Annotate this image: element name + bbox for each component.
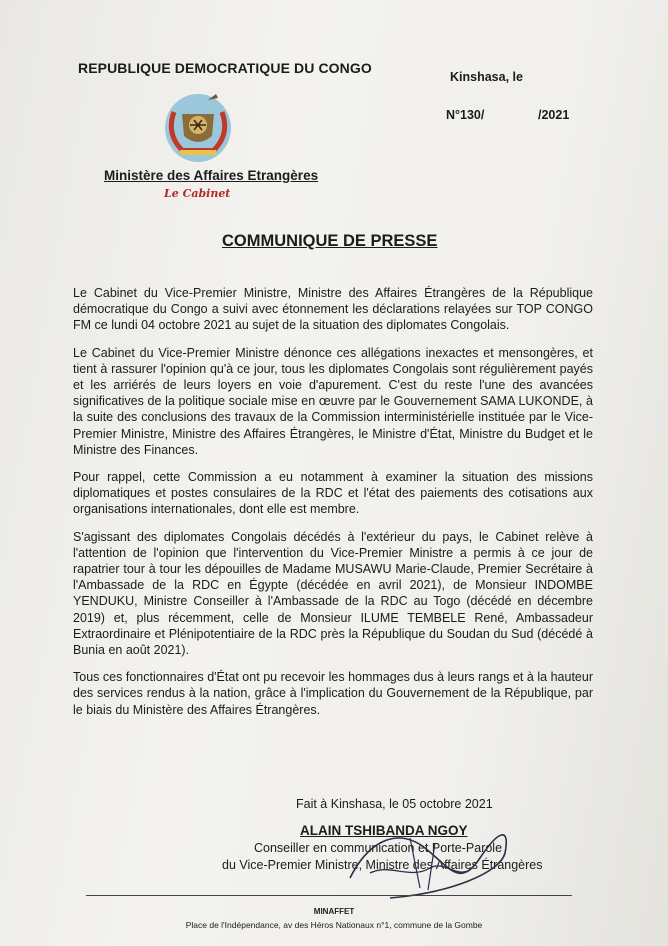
- footer-address: Place de l'Indépendance, av des Héros Nationaux n°1, commune de la Gombe: [185, 920, 483, 930]
- body-text: [73, 285, 593, 729]
- reference-year: /2021: [538, 108, 570, 122]
- document-title: COMMUNIQUE DE PRESSE: [222, 232, 438, 250]
- ministry-name: Ministère des Affaires Etrangères: [104, 168, 319, 183]
- reference-number: [446, 108, 576, 122]
- paragraph: Tous ces fonctionnaires d'État ont pu recevoir les hommages dus à leurs rangs et à la hauteur des services rendus à la nation, grâce à l'implication du Gouvernement de la République, par le biais du Ministère des Affaires Étrangères.: [73, 670, 593, 717]
- footer-organization: MINAFFET: [313, 907, 355, 916]
- drc-coat-of-arms-icon: [160, 90, 236, 166]
- signer-role-continued: du Vice-Premier Ministre, Ministre des Affaires Étrangères: [222, 858, 543, 872]
- country-heading: REPUBLIQUE DEMOCRATIQUE DU CONGO: [78, 60, 372, 76]
- signer-name: ALAIN TSHIBANDA NGOY: [300, 823, 468, 838]
- signing-date: Fait à Kinshasa, le 05 octobre 2021: [296, 797, 493, 811]
- place-date-line: Kinshasa, le: [450, 70, 523, 84]
- paragraph: S'agissant des diplomates Congolais décédés à l'extérieur du pays, le Cabinet relève à l'attention de l'opinion que l'intervention du Vice-Premier Ministre a permis à ce jour de rapatrier tour à tour les dépouilles de Madame MUSAWU Marie-Claude, Premier Secrétaire à l'Ambassade de la RDC en Égypte (décédée en avril 2021), de Monsieur INDOMBE YENDUKU, Ministre Conseiller à l'Ambassade de la RDC au Togo (décédé en décembre 2019) et, plus récemment, celle de Monsieur ILUME TEMBELE René, Ambassadeur Extraordinaire et Plénipotentiaire de la RDC près la République du Soudan du Sud (décédé à Bunia en août 2021).: [73, 529, 593, 658]
- paragraph: Pour rappel, cette Commission a eu notamment à examiner la situation des missions diplomatiques et postes consulaires de la RDC et l'état des paiements des cotisations aux organisations internationales, dont elle est membre.: [73, 470, 593, 517]
- footer-divider: [86, 895, 572, 896]
- reference-number-prefix: N°130/: [446, 108, 485, 122]
- paragraph: Le Cabinet du Vice-Premier Ministre, Ministre des Affaires Étrangères de la République démocratique du Congo a suivi avec étonnement les déclarations relayées sur TOP CONGO FM ce lundi 04 octobre 2021 au sujet de la situation des diplomates Congolais.: [73, 286, 593, 333]
- office-name: Le Cabinet: [164, 187, 231, 200]
- paragraph: Le Cabinet du Vice-Premier Ministre dénonce ces allégations inexactes et mensongères, et tient à rassurer l'opinion qu'à ce jour, tous les diplomates Congolais sont régulièrement payés et les arriérés de leurs loyers en voie d'apurement. C'est du reste l'une des avancées significatives de la politique sociale mise en œuvre par le Gouvernement SAMA LUKONDE, à la suite des conclusions des travaux de la Commission interministérielle instituée par le Vice-Premier Ministre, Ministre des Affaires Étrangères, le Ministre d'État, Ministre du Budget et le Ministre des Finances.: [73, 345, 593, 457]
- signer-role: Conseiller en communication et Porte-Parole: [254, 841, 503, 855]
